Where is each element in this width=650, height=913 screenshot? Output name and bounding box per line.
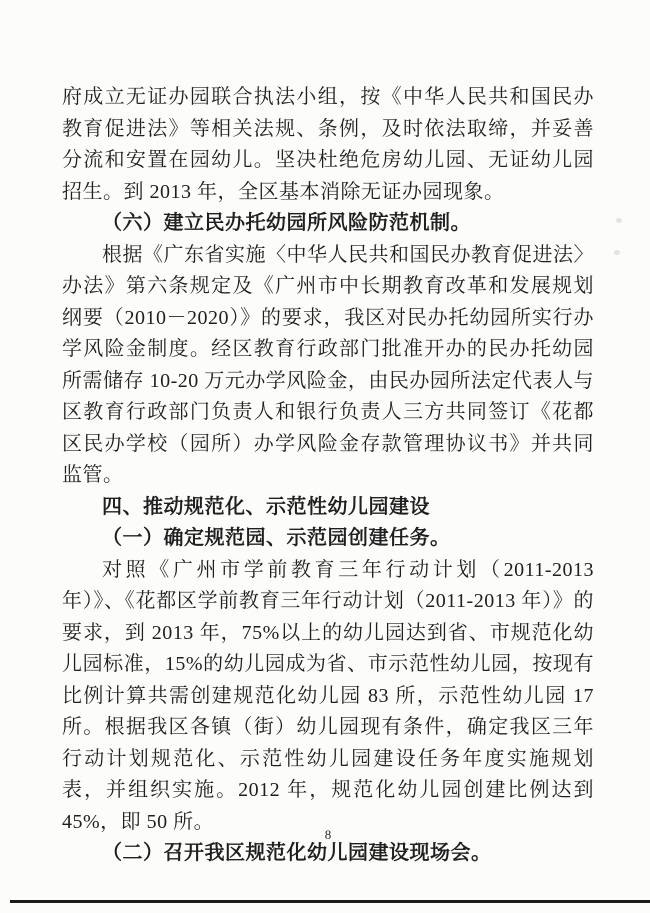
document-text-block: [62, 82, 594, 870]
section-heading-1: （一）确定规范园、示范园创建任务。: [102, 527, 451, 549]
scan-noise-speck: [616, 218, 622, 223]
scan-edge-line: [10, 900, 650, 903]
paragraph-continuation: 府成立无证办园联合执法小组，按《中华人民共和国民办教育促进法》等相关法规、条例，及时依法取缔，并妥善分流和安置在园幼儿。坚决杜绝危房幼儿园、无证幼儿园招生。到 2013 年，全区基本消除无证办园现象。: [62, 86, 594, 203]
chapter-heading-4: 四、推动规范化、示范性幼儿园建设: [102, 495, 430, 518]
section-heading-2: （二）召开我区规范化幼儿园建设现场会。: [102, 842, 492, 864]
paragraph-kindergarten-targets: 对照《广州市学前教育三年行动计划（2011-2013 年）》、《花都区学前教育三年行动计划（2011-2013 年）》的要求，到 2013 年，75%以上的幼儿园达到省、市规范化幼儿园标准，15%的幼儿园成为省、市示范性幼儿园，按现有比例计算共需创建规范化幼儿园 83 所，示范性幼儿园 17 所。根据我区各镇（街）幼儿园现有条件，确定我区三年行动计划规范化、示范性幼儿园建设任务年度实施规划表，并组织实施。2012 年，规范化幼儿园创建比例达到 45%，即 50 所。: [62, 558, 594, 833]
paragraph-risk-fund: 根据《广东省实施〈中华人民共和国民办教育促进法〉办法》第六条规定及《广州市中长期教育改革和发展规划纲要（2010－2020）》的要求，我区对民办托幼园所实行办学风险金制度。经区教育行政部门批准开办的民办托幼园所需储存 10-20 万元办学风险金，由民办园所法定代表人与区教育行政部门负责人和银行负责人三方共同签订《花都区民办学校（园所）办学风险金存款管理协议书》并共同监管。: [62, 243, 594, 486]
scan-noise-speck: [614, 250, 620, 255]
page-number: 8: [324, 827, 332, 842]
section-heading-6: （六）建立民办托幼园所风险防范机制。: [102, 212, 471, 234]
